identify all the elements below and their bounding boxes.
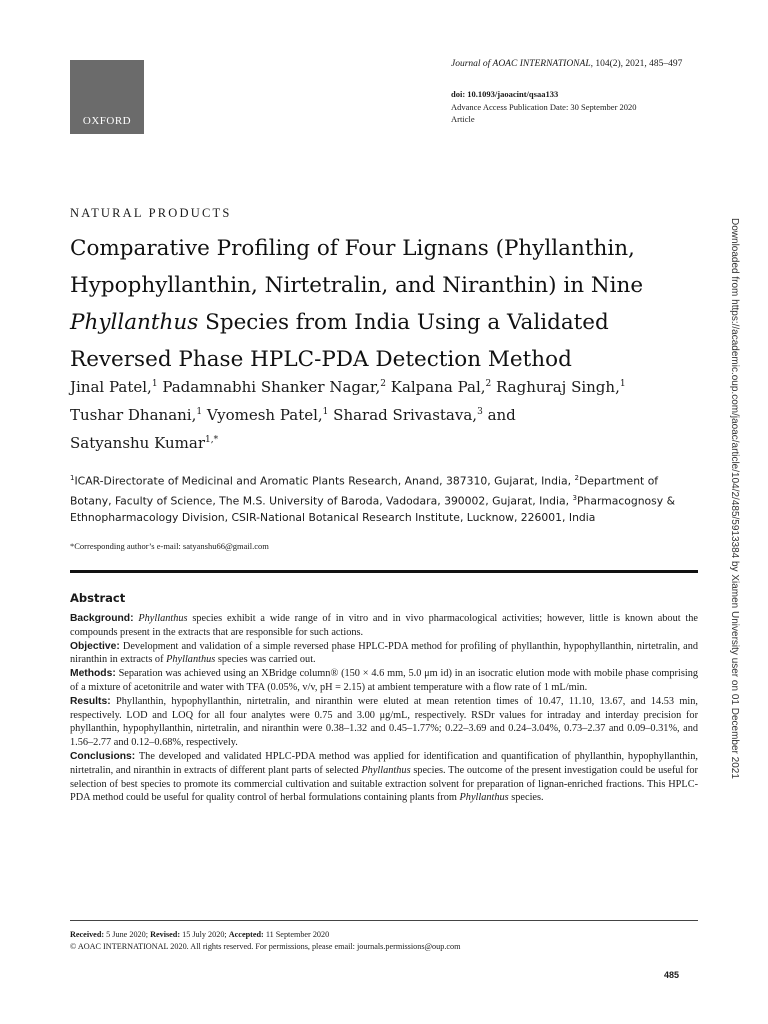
affil-mark: 3 — [572, 493, 577, 502]
abstract-text: Phyllanthin, hypophyllanthin, nirtetralin, and niranthin were eluted at mean retention times of 10.47, 11.10, 13.67, and 14.53 min, respectively. LOD and LOQ for all four analytes were 0.75 and 3.00 μg/mL, respectively. RSDr values for intraday and interday precision for phyllanthin, hypophyllanthin, nirtetralin, and niranthin were 0.38–1.32 and 0.45–1.77%; 0.22–3.69 and 0.24–3.04%, 0.73–2.37 and 0.09–0.31%, and 1.56–2.77 and 0.12–0.68%, respectively. — [70, 695, 698, 749]
abstract-text: The developed and validated HPLC-PDA method was applied for identification and quantification of phyllanthin, hypophyllanthin, nirtetralin, and niranthin in extracts of different plant parts of selected — [70, 750, 698, 776]
journal-citation — [451, 59, 682, 69]
abstract-body — [70, 612, 698, 805]
title-line: Hypophyllanthin, Nirtetralin, and Niranthin) in Nine — [70, 273, 644, 298]
author-conjunction: and — [482, 406, 516, 424]
abstract-text: species. The outcome of the present investigation could be useful for selection of best species to promote its commercial cultivation and suitable extraction solvent for preparation of lignan-enriched fractions. This HPLC-PDA method could be useful for quality control of herbal formulations containing plants from — [70, 764, 698, 804]
abstract-text: species was carried out. — [215, 654, 316, 666]
author-affil-mark: 1 — [619, 379, 626, 389]
author-name: Jinal Patel, — [70, 378, 152, 396]
received-date: 5 June 2020; — [104, 930, 151, 939]
revised-label: Revised: — [150, 930, 181, 939]
divider-thin — [70, 920, 698, 921]
author-name: Raghuraj Singh, — [491, 378, 620, 396]
affil-mark: 2 — [574, 474, 579, 482]
affiliation-1: ICAR-Directorate of Medicinal and Aromatic Plants Research, Anand, 387310, Gujarat, India, — [74, 474, 575, 488]
author-affil-mark: 1 — [322, 407, 329, 417]
author-name: Kalpana Pal, — [385, 378, 486, 396]
affiliation-2: Department of Botany, Faculty of Science, The M.S. University of Baroda, Vadodara, 390002, Gujarat, India, — [70, 474, 659, 508]
abstract-objective — [70, 640, 698, 668]
affiliation-3: Pharmacognosy & Ethnopharmacology Division, CSIR-National Botanical Research Institute, Lucknow, 226001, India — [70, 494, 676, 525]
doi[interactable]: doi: 10.1093/jaoacint/qsaa133 — [451, 89, 559, 99]
received-label: Received: — [70, 930, 105, 939]
copyright-notice: © AOAC INTERNATIONAL 2020. All rights reserved. For permissions, please email: journals.permissions@oup.com — [70, 941, 461, 951]
title-line: Reversed Phase HPLC-PDA Detection Method — [70, 347, 572, 372]
divider-thick — [70, 570, 698, 573]
author-name: Satyanshu Kumar — [70, 434, 205, 452]
author-line — [70, 428, 710, 456]
author-affil-mark: 2 — [380, 379, 386, 389]
advance-access-date: Advance Access Publication Date: 30 September 2020 — [451, 101, 637, 112]
abstract-text: Separation was achieved using an XBridge column® (150 × 4.6 mm, 5.0 μm id) in an isocratic elution mode with mobile phase comprising of a mixture of acetonitrile and water with TFA (0.05%, v/v, pH = 2.15) at ambient temperature with a flow rate of 1 mL/min. — [70, 668, 698, 693]
journal-name: Journal of AOAC INTERNATIONAL — [451, 59, 591, 69]
section-label: NATURAL PRODUCTS — [70, 206, 232, 220]
page-number: 485 — [664, 970, 680, 980]
abstract-heading: Abstract — [70, 591, 126, 605]
history-dates — [70, 929, 461, 941]
abstract-results — [70, 695, 698, 750]
abstract-italic: Phyllanthus — [166, 654, 216, 666]
author-affil-mark: 1 — [196, 407, 203, 417]
author-affil-mark: 1,* — [205, 435, 219, 445]
abstract-label: Background: — [70, 613, 134, 624]
abstract-italic: Phyllanthus — [138, 613, 188, 624]
revised-date: 15 July 2020; — [180, 930, 229, 939]
abstract-methods — [70, 667, 698, 695]
author-name: Tushar Dhanani, — [70, 406, 197, 424]
author-list — [70, 372, 710, 456]
publisher-name: OXFORD — [82, 115, 132, 127]
author-line — [70, 400, 710, 428]
author-name: Vyomesh Patel, — [202, 406, 323, 424]
article-footer — [70, 929, 461, 952]
abstract-text: species. — [508, 792, 544, 804]
title-text: Species from India Using a Validated — [198, 310, 609, 335]
abstract-conclusions — [70, 750, 698, 805]
article-type: Article — [451, 114, 475, 124]
abstract-text: species exhibit a wide range of in vitro and in vivo pharmacological activities; however, little is known about the compounds present in the extracts that are responsible for such actions. — [70, 613, 698, 638]
corresponding-author: *Corresponding author’s e-mail: satyanshu66@gmail.com — [70, 541, 269, 551]
abstract-background — [70, 612, 698, 640]
abstract-label: Methods: — [70, 668, 116, 680]
accepted-date: 11 September 2020 — [263, 930, 330, 939]
affiliations — [70, 470, 690, 526]
abstract-text: Development and validation of a simple reversed phase HPLC-PDA method for profiling of phyllanthin, hypophyllanthin, nirtetralin, and niranthin in extracts of — [70, 640, 698, 666]
title-line: Comparative Profiling of Four Lignans (Phyllanthin, — [70, 236, 635, 261]
author-name: Padamnabhi Shanker Nagar, — [157, 378, 381, 396]
author-line — [70, 372, 710, 400]
oxford-logo — [70, 60, 144, 134]
title-line — [70, 304, 710, 341]
author-name: Sharad Srivastava, — [328, 406, 478, 424]
article-meta — [451, 88, 637, 126]
accepted-label: Accepted: — [228, 930, 264, 939]
journal-issue: , 104(2), 2021, 485–497 — [590, 59, 683, 69]
author-affil-mark: 3 — [477, 407, 483, 417]
author-affil-mark: 2 — [485, 379, 492, 389]
abstract-italic: Phyllanthus — [459, 792, 509, 804]
abstract-label: Objective: — [70, 640, 120, 652]
article-title — [70, 230, 710, 378]
affil-mark: 1 — [70, 474, 75, 482]
download-watermark: Downloaded from https://academic.oup.com/jaoac/article/104/2/485/5913384 by Xiamen University user on 01 December 2021 — [729, 218, 740, 779]
abstract-label: Results: — [70, 695, 111, 707]
author-affil-mark: 1 — [151, 379, 158, 389]
abstract-label: Conclusions: — [70, 750, 136, 762]
title-italic: Phyllanthus — [70, 310, 199, 335]
abstract-italic: Phyllanthus — [361, 764, 411, 776]
